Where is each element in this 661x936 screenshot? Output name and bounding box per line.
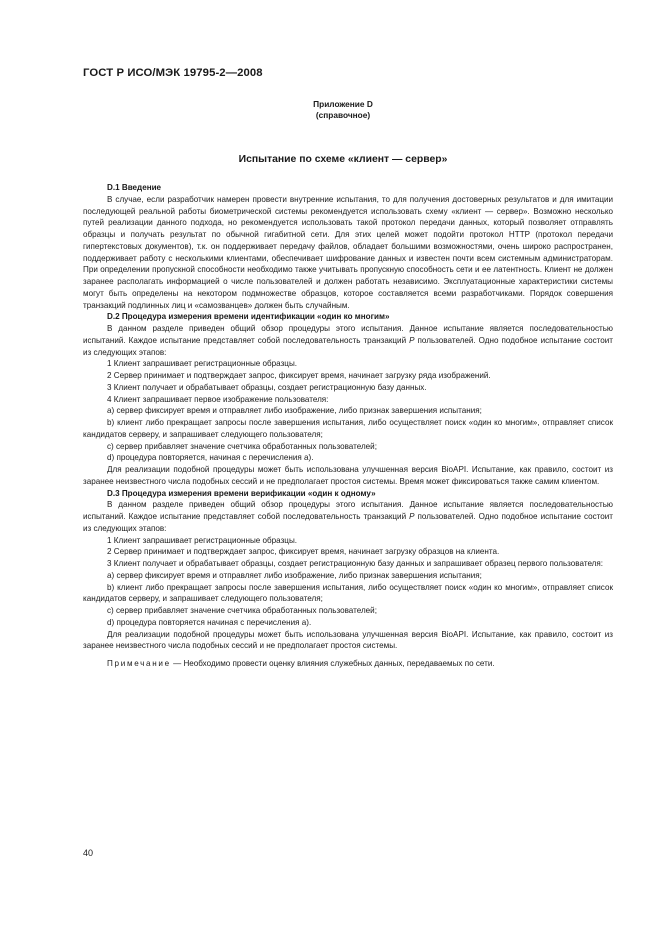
paragraph-intro: [83, 323, 613, 358]
intro-text: В данном разделе приведен общий обзор процедуры этого испытания. Данное испытание является последовательностью испытаний. Каждое испытание представляет собой последовательность транзакций: [83, 500, 613, 521]
paragraph: В случае, если разработчик намерен провести внутренние испытания, то для получения достоверных результатов и для имитации последующей реальной работы биометрической системы рекомендуется использовать схему «клиент — сервер». Возможно несколько путей реализации данного подхода, но рекомендуется использовать такой протокол передачи данных, который позволяет отправлять образцы и получать результат по обычной гигабитной сети. Для этих целей может подойти протокол HTTP (протокол передачи гипертекстовых документов), т.к. он поддерживает передачу файлов, обладает большими возможностями, очень широко распространен, поддерживает работу с несколькими клиентами, обеспечивает шифрование данных и известен почти всем системным администраторам. При определении пропускной способности необходимо также учитывать пропускную способность сети и ее латентность. Клиент не должен заранее располагать информацией о числе пользователей и должен работать независимо. Эксплуатационные характеристики системы могут быть определены на некотором подмножестве образцов, которое составляется всеми разработчиками. Порядок совершения транзакций подлинных лиц и «самозванцев» должен быть случайным.: [83, 194, 613, 310]
note-text: — Необходимо провести оценку влияния служебных данных, передаваемых по сети.: [170, 659, 495, 668]
step-item: a) сервер фиксирует время и отправляет либо изображение, либо признак завершения испытания;: [107, 406, 482, 416]
intro-text: В данном разделе приведен общий обзор процедуры этого испытания. Данное испытание является последовательностью испытаний. Каждое испытание представляет собой последовательность транзакций: [83, 324, 613, 345]
annex-note: (справочное): [315, 110, 371, 120]
step-item: 2 Сервер принимает и подтверждает запрос, фиксирует время, начинает загрузку образцов на клиента.: [107, 547, 500, 557]
page-number: 40: [83, 848, 94, 858]
note-label: Примечание: [107, 659, 171, 668]
step-item: b) клиент либо прекращает запросы после завершения испытания, либо осуществляет поиск «один ко многим», отправляет список кандидатов серверу, и запрашивает следующего пользователя;: [83, 418, 613, 439]
step-item: 4 Клиент запрашивает первое изображение пользователя:: [107, 394, 329, 404]
step-item: 3 Клиент получает и обрабатывает образцы, создает регистрационную базу данных.: [107, 382, 427, 392]
section-title: Испытание по схеме «клиент — сервер»: [238, 154, 448, 165]
step-item: 1 Клиент запрашивает регистрационные образцы.: [107, 359, 298, 369]
standard-header: ГОСТ Р ИСО/МЭК 19795-2—2008: [83, 67, 263, 79]
annex-title: Приложение D: [313, 99, 373, 109]
step-item: c) сервер прибавляет значение счетчика обработанных пользователей;: [107, 441, 377, 451]
step-item: 2 Сервер принимает и подтверждает запрос, фиксирует время, начинает загрузку ряда изображений.: [107, 371, 491, 380]
section-heading-d1: D.1 Введение: [107, 183, 162, 192]
section-heading-d2: D.2 Процедура измерения времени идентификации «один ко многим»: [107, 312, 390, 322]
document-body: [83, 182, 613, 670]
step-item: d) процедура повторяется, начиная с перечисления а).: [107, 453, 314, 463]
step-item: c) сервер прибавляет значение счетчика обработанных пользователей;: [107, 606, 377, 615]
intro-text: пользователей. Одно подобное испытание состоит из следующих этапов:: [83, 335, 613, 357]
paragraph-intro: [83, 499, 613, 534]
paragraph: Для реализации подобной процедуры может быть использована улучшенная версия BioAPI. Испытание, как правило, состоит из заранее неизвестного числа подобных сессий и не предполагает простоя системы.: [83, 629, 613, 651]
step-item: b) клиент либо прекращает запросы после завершения испытания, либо осуществляет поиск «один ко многим», отправляет список кандидатов серверу, и запрашивает следующего пользователя;: [83, 582, 613, 604]
step-item: d) процедура повторяется начиная с перечисления а).: [107, 617, 312, 627]
paragraph: Для реализации подобной процедуры может быть использована улучшенная версия BioAPI. Испытание, как правило, состоит из заранее неизвестного числа подобных сессий и не предполагает простоя системы. Время может фиксироваться также самим клиентом.: [83, 465, 613, 486]
step-item: 3 Клиент получает и обрабатывает образцы, создает регистрационную базу данных и запрашивает образец первого пользователя:: [107, 559, 604, 568]
step-item: 1 Клиент запрашивает регистрационные образцы.: [107, 535, 298, 545]
intro-text: пользователей. Одно подобное испытание состоит из следующих этапов:: [83, 512, 613, 533]
variable-p: P: [409, 512, 415, 521]
step-item: a) сервер фиксирует время и отправляет либо изображение, либо признак завершения испытания;: [107, 570, 482, 580]
section-heading-d3: D.3 Процедура измерения времени верификации «один к одному»: [107, 488, 376, 498]
note: [83, 658, 613, 670]
variable-p: P: [409, 335, 415, 345]
